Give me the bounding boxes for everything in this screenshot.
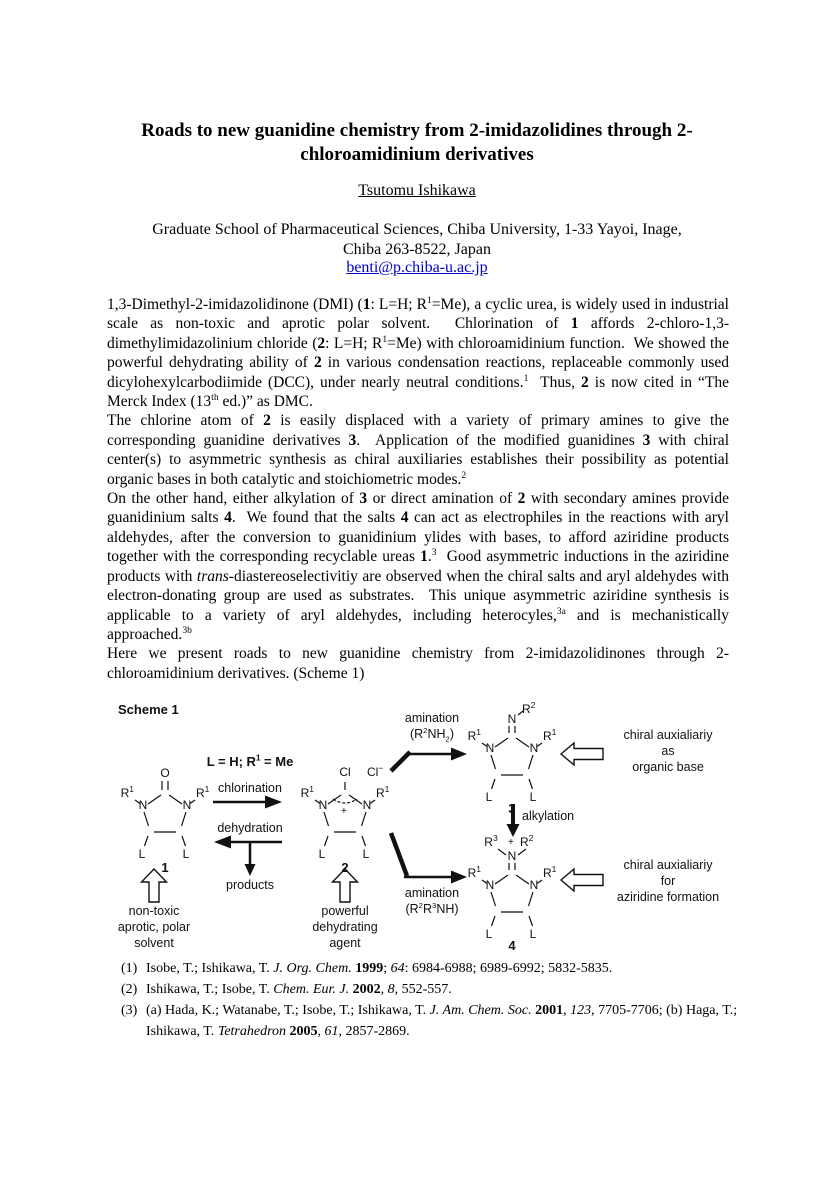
annotation-line: dehydrating <box>312 920 378 934</box>
affiliation-line-1: Graduate School of Pharmaceutical Sciences, Chiba University, 1-33 Yayoi, Inage, <box>152 221 682 238</box>
substituent-l-left: L <box>318 847 326 861</box>
atom-cl: Cl <box>339 765 351 779</box>
positive-charge: + <box>508 837 514 848</box>
reference-text: Ishikawa, T.; Isobe, T. Chem. Eur. J. 2002, 8, 552-557. <box>146 982 452 997</box>
annotation-compound3 <box>588 727 748 775</box>
structure-2-chloroimidazolinium <box>295 763 410 876</box>
compound-number-3: 3 <box>508 801 516 816</box>
paper-title-line-1: Roads to new guanidine chemistry from 2-imidazolidines through 2- <box>141 120 693 141</box>
chlorination-label: chlorination <box>218 781 282 795</box>
substituent-r1-right: $R^1$ <box>376 784 390 800</box>
substituent-r2: $R^2$ <box>522 700 536 716</box>
substituent-r3: $R^3$ <box>484 833 498 849</box>
structure-3-bonds <box>462 700 577 815</box>
reference-number: (1) <box>121 961 138 976</box>
chloride-counterion: Cl− <box>367 763 384 779</box>
abstract-paragraph-2: The chlorine atom of 2 is easily displaced with a variety of primary amines to give the corresponding guanidine derivatives 3. Application of the modified guanidines 3 with chiral center(s) to asymmetric synthesis as chiral auxiliaries establishes their possibility as potential organic bases in both catalytic and stoichiometric modes.$^2$ <box>107 412 729 488</box>
reference-item <box>121 958 739 979</box>
email-link[interactable]: benti@p.chiba-u.ac.jp <box>346 259 488 276</box>
annotation-line: for <box>660 874 676 888</box>
reference-item <box>121 979 739 1000</box>
atom-n-exocyclic: N <box>507 849 517 863</box>
dehydration-label: dehydration <box>217 821 283 835</box>
products-branch-arrow <box>245 843 256 876</box>
compound-number-1: 1 <box>161 860 169 875</box>
substituent-r2: $R^2$ <box>520 833 534 849</box>
annotation-line: chiral auxialiariy <box>623 858 713 872</box>
atom-n-exocyclic: N <box>507 712 517 726</box>
reference-text: Isobe, T.; Ishikawa, T. J. Org. Chem. 1999; 64: 6984-6988; 6989-6992; 5832-5835. <box>146 961 613 976</box>
annotation-line: chiral auxialiariy <box>623 728 713 742</box>
substituent-r1-left: $R^1$ <box>467 864 481 880</box>
atom-n-left: N <box>485 741 495 755</box>
substituent-l-left: L <box>138 847 146 861</box>
scheme-label: Scheme 1 <box>118 702 179 717</box>
annotation-line: non-toxic <box>128 904 180 918</box>
compound-number-2: 2 <box>341 860 349 875</box>
author-name: Tsutomu Ishikawa <box>358 182 476 199</box>
substituent-r1-right: $R^1$ <box>196 784 210 800</box>
substituent-l-right: L <box>529 927 537 941</box>
substituent-l-left: L <box>485 927 493 941</box>
reference-item <box>121 1000 739 1042</box>
atom-n-right: N <box>362 798 372 812</box>
abstract-body <box>107 295 729 683</box>
substituent-r1-left: $R^1$ <box>120 784 134 800</box>
annotation-line: solvent <box>134 936 174 950</box>
annotation-line: agent <box>329 936 361 950</box>
annotation-line: aziridine formation <box>616 890 720 904</box>
amination-primary-label: amination $(R^2NH_2)$ <box>404 711 460 744</box>
substituent-r1-right: $R^1$ <box>543 864 557 880</box>
atom-n-right: N <box>529 741 539 755</box>
annotation-compound1 <box>92 903 216 951</box>
substituent-l-right: L <box>362 847 370 861</box>
paper-title <box>107 119 727 166</box>
substituent-r1-right: $R^1$ <box>543 727 557 743</box>
compound-number-4: 4 <box>508 938 516 953</box>
annotation-line: powerful <box>321 904 369 918</box>
paper-title-line-2: chloroamidinium derivatives <box>300 143 534 165</box>
annotation-compound4 <box>588 857 748 905</box>
annotation-line: as <box>661 744 675 758</box>
products-label: products <box>226 878 274 892</box>
reference-number: (2) <box>121 982 138 997</box>
affiliation-line-2: Chiba 263-8522, Japan <box>343 241 491 258</box>
substituent-l-left: L <box>485 790 493 804</box>
substituent-r1-left: $R^1$ <box>467 727 481 743</box>
annotation-line: aprotic, polar <box>117 920 191 934</box>
amination-secondary-label: amination $(R^2R^3NH)$ <box>404 886 460 916</box>
annotation-line: organic base <box>632 760 704 774</box>
scheme-1 <box>110 700 734 958</box>
affiliation <box>107 220 727 260</box>
atom-n-right: N <box>182 798 192 812</box>
annotation-compound2 <box>283 903 407 951</box>
substituent-l-right: L <box>182 847 190 861</box>
atom-n-right: N <box>529 878 539 892</box>
references <box>121 958 739 1042</box>
atom-n-left: N <box>485 878 495 892</box>
reference-number: (3) <box>121 1003 138 1018</box>
abstract-paragraph-1: 1,3-Dimethyl-2-imidazolidinone (DMI) (1: L=H; $R^1=Me$), a cyclic urea, is widely used in industrial scale as non-toxic and aprotic polar solvent. Chlorination of 1 affords 2-chloro-1,3-dimethylimidazolinium chloride (2: L=H; $R^1=Me$) with chloroamidinium function. We showed the powerful dehydrating ability of 2 in various condensation reactions, replaceable commonly used dicylohexylcarbodiimide (DCC), under nearly neutral conditions.$^1$ Thus, 2 is now cited in “The Merck Index (13th ed.)” as DMC. <box>107 294 729 411</box>
structure-1-imidazolidinone <box>115 766 225 876</box>
positive-charge: + <box>341 806 347 817</box>
author-line <box>107 182 727 200</box>
alkylation-label: alkylation <box>522 809 575 823</box>
atom-n-left: N <box>138 798 148 812</box>
atom-n-left: N <box>318 798 328 812</box>
atom-o: O <box>160 766 170 780</box>
abstract-paragraph-4: Here we present roads to new guanidine chemistry from 2-imidazolidinones through 2-chloroamidinium derivatives. (Scheme 1) <box>107 645 729 682</box>
substituent-r1-left: $R^1$ <box>300 784 314 800</box>
email-line <box>107 259 727 277</box>
substituent-l-right: L <box>529 790 537 804</box>
scheme-condition: L = H; $R^1 = Me$ <box>206 753 294 769</box>
abstract-paragraph-3: On the other hand, either alkylation of 3 or direct amination of 2 with secondary amines provide guanidinium salts 4. We found that the salts 4 can act as electrophiles in the reactions with aryl aldehydes, after the conversion to guanidinium ylides with bases, to afford aziridine products together with the corresponding recyclable ureas 1.$^3$ Good asymmetric inductions in the aziridine products with trans-diastereoselectivitiy are observed when the chiral salts and aryl aldehydes with electron-donating group are used as substrates. This unique asymmetric aziridine synthesis is applicable to a variety of aryl aldehydes, including heterocyles,$^{3a}$ and is mechanistically approached.$^{3b}$ <box>107 490 730 643</box>
reference-text: (a) Hada, K.; Watanabe, T.; Isobe, T.; Ishikawa, T. J. Am. Chem. Soc. 2001, 123, 7705-7706; (b) Haga, T.; Ishikawa, T. Tetrahedron 2005, 61, 2857-2869. <box>146 1003 738 1039</box>
structure-4-guanidinium-salt <box>462 833 577 954</box>
structure-4-bonds <box>462 833 577 954</box>
